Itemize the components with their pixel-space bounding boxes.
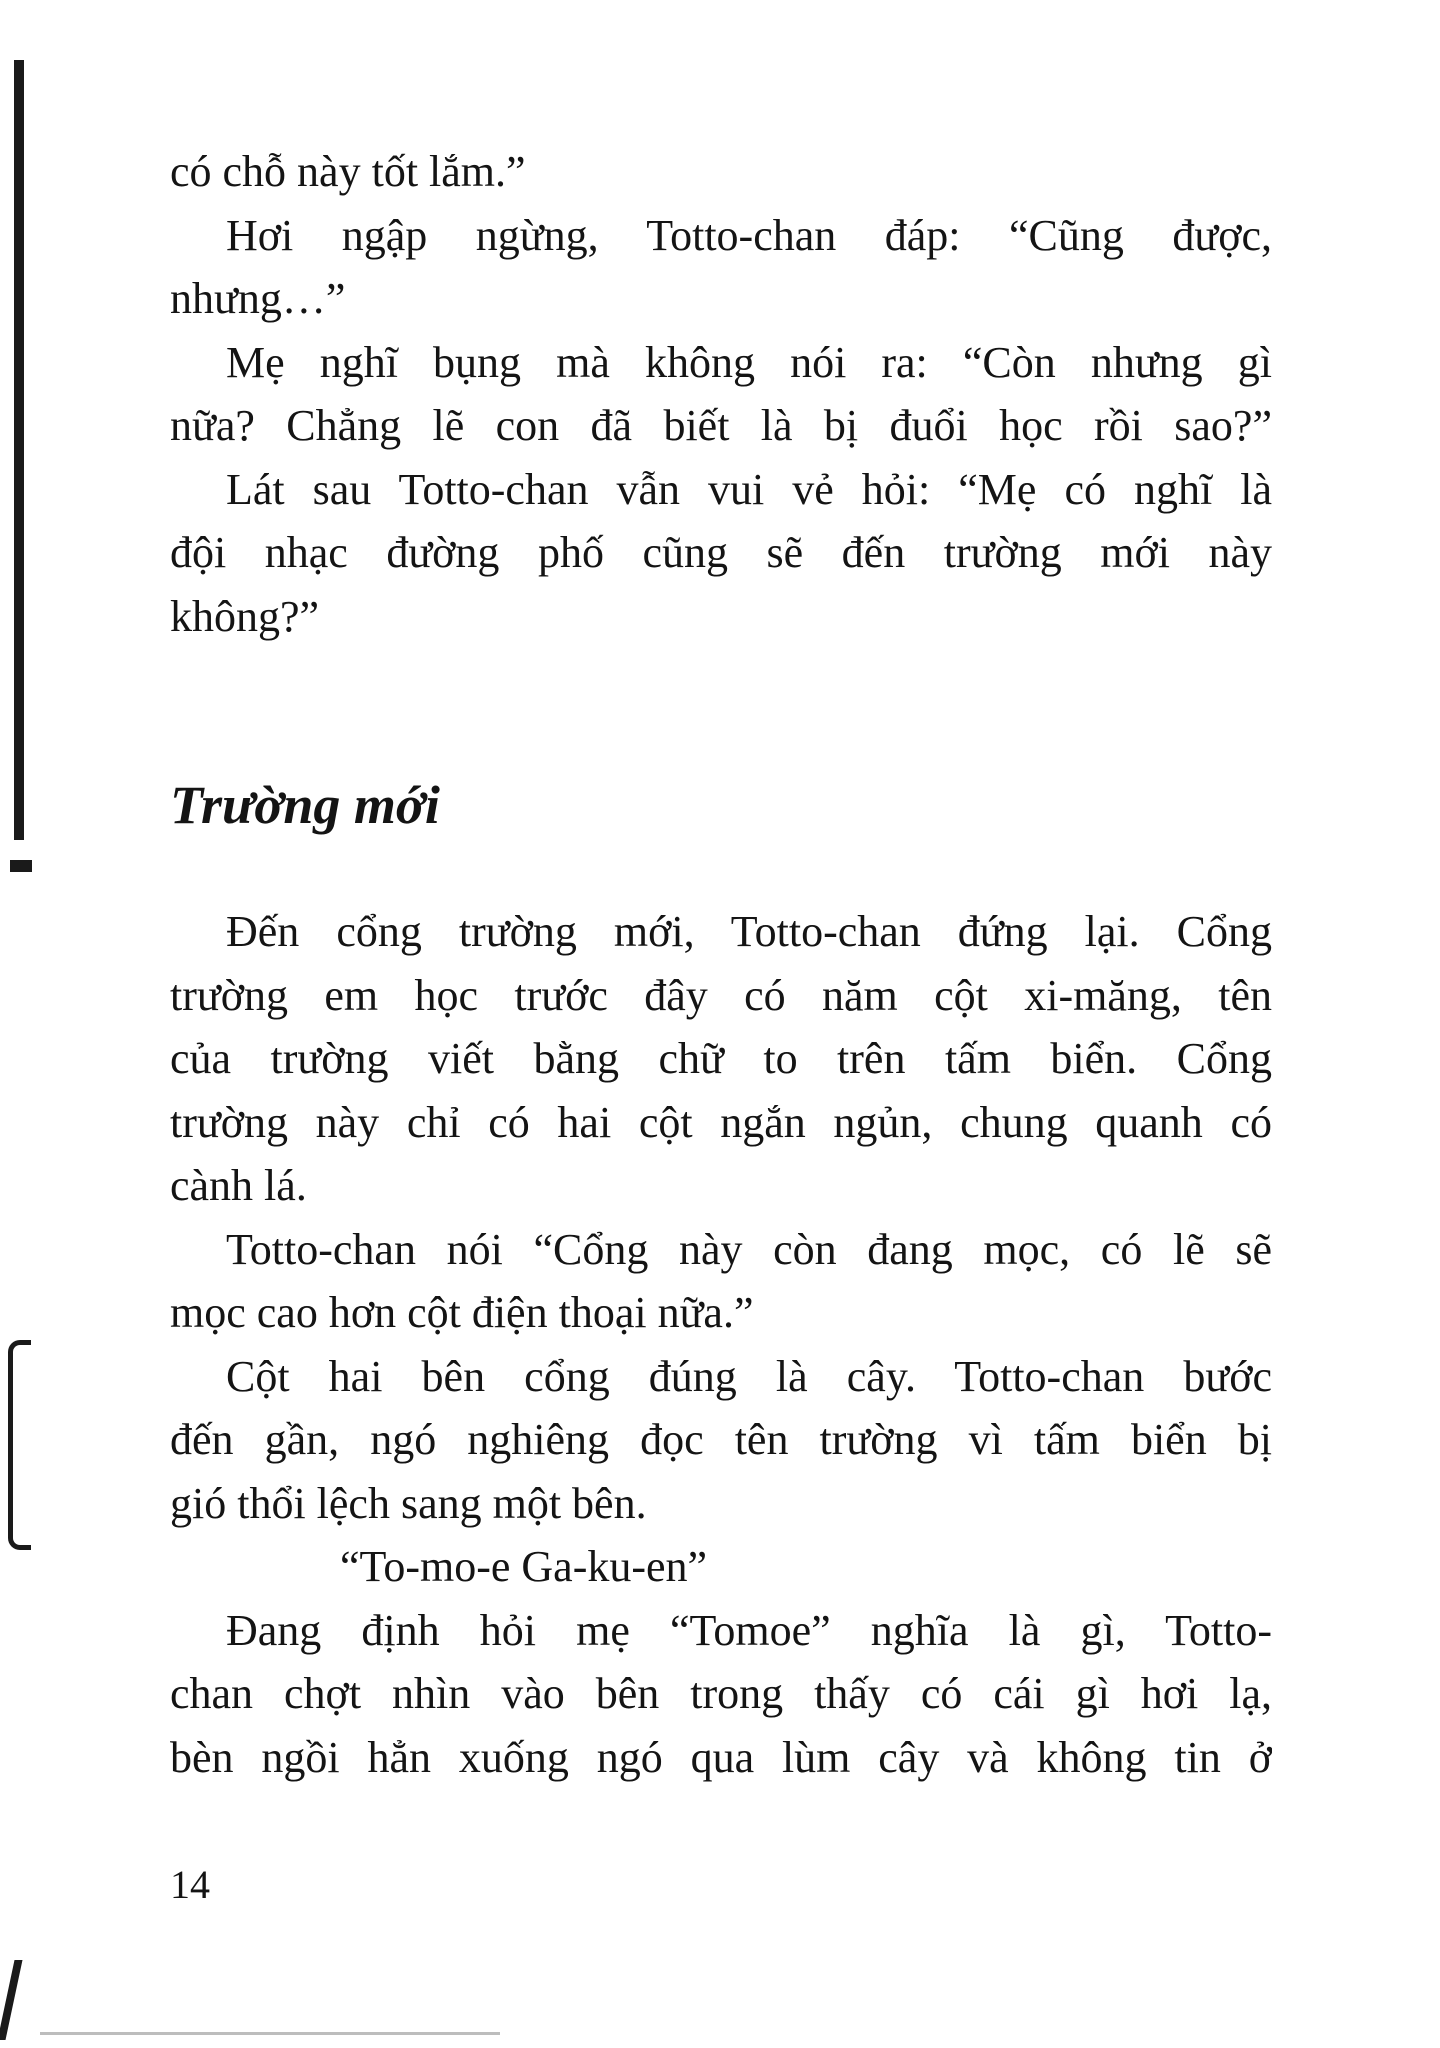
text-line: Hơi ngập ngừng, Totto-chan đáp: “Cũng được, [226, 210, 1272, 260]
text-line: Mẹ nghĩ bụng mà không nói ra: “Còn nhưng gì [226, 337, 1272, 387]
text-line: nữa? Chẳng lẽ con đã biết là bị đuổi học rồi sao?” [170, 401, 1272, 450]
text-block-bottom [170, 900, 1272, 1789]
page-binding-edge [0, 0, 30, 2048]
text-line: Cột hai bên cổng đúng là cây. Totto-chan bước [226, 1351, 1272, 1401]
binding-corner-mark [0, 1960, 23, 2040]
text-block-top [170, 140, 1272, 648]
section-heading: Trường mới [170, 775, 440, 835]
text-line: đến gần, ngó nghiêng đọc tên trường vì tấm biển bị [170, 1415, 1272, 1464]
text-line: có chỗ này tốt lắm.” [170, 147, 526, 196]
text-line: không?” [170, 591, 320, 641]
text-line: đội nhạc đường phố cũng sẽ đến trường mới này [170, 528, 1272, 577]
text-line: Lát sau Totto-chan vẫn vui vẻ hỏi: “Mẹ có nghĩ là [226, 464, 1272, 514]
bottom-edge-shadow [40, 2032, 500, 2035]
text-line: chan chợt nhìn vào bên trong thấy có cái gì hơi lạ, [170, 1669, 1272, 1718]
binding-tick-mark [10, 860, 32, 872]
text-line: cành lá. [170, 1161, 307, 1210]
text-line: gió thổi lệch sang một bên. [170, 1478, 647, 1528]
page-number: 14 [170, 1862, 210, 1907]
text-line: bèn ngồi hẳn xuống ngó qua lùm cây và không tin ở [170, 1732, 1272, 1782]
text-line: Đang định hỏi mẹ “Tomoe” nghĩa là gì, Totto- [226, 1605, 1272, 1655]
binding-shadow-bar [14, 60, 24, 840]
text-line: trường em học trước đây có năm cột xi-măng, tên [170, 970, 1272, 1020]
text-line: Totto-chan nói “Cổng này còn đang mọc, có lẽ sẽ [226, 1224, 1272, 1274]
binding-bracket-mark [8, 1340, 31, 1550]
text-line: nhưng…” [170, 274, 346, 323]
text-line: trường này chỉ có hai cột ngắn ngủn, chung quanh có [170, 1097, 1272, 1147]
text-line: mọc cao hơn cột điện thoại nữa.” [170, 1288, 754, 1337]
text-line: “To-mo-e Ga-ku-en” [340, 1542, 708, 1591]
text-line: của trường viết bằng chữ to trên tấm biển. Cổng [170, 1034, 1272, 1083]
text-line: Đến cổng trường mới, Totto-chan đứng lại. Cổng [226, 907, 1272, 956]
